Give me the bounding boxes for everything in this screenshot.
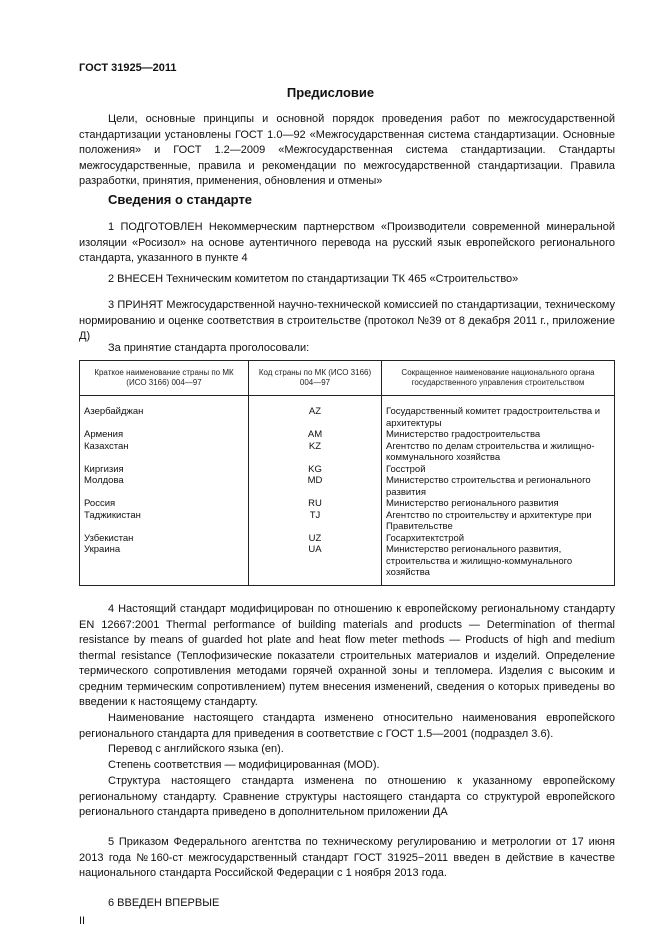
code-cell: UZ [249,533,382,545]
info-title: Сведения о стандарте [108,192,253,207]
info-item-4-translation: Перевод с английского языка (en). [108,743,284,755]
authority-cell: Госстрой [382,464,615,476]
country-cell: Киргизия [80,464,249,476]
page-number: II [79,915,86,927]
info-item-4-degree: Степень соответствия — модифицированная (MOD). [108,759,380,771]
table-row [80,429,615,441]
preface-title: Предисловие [286,85,375,100]
info-item-4-name: Наименование настоящего стандарта изменено относительно наименования европейского регионального стандарта для приведения в соответствие с ГОСТ 1.5—2001 (подраздел 3.6). [79,712,615,740]
country-cell: Россия [80,498,249,510]
country-cell: Узбекистан [80,533,249,545]
table-row [80,510,615,533]
header-authority: Сокращенное наименование национального органа государственного управления строительством [382,361,615,396]
table-row [80,544,615,585]
code-cell: MD [249,475,382,498]
info-item-1: 1 ПОДГОТОВЛЕН Некоммерческим партнерством «Производители современной минеральной изоляции «Росизол» на основе аутентичного перевода на русский язык европейского регионального стандарта, указанного в пункте 4 [79,221,615,264]
table-row [80,533,615,545]
preface-intro: Цели, основные принципы и основной порядок проведения работ по межгосударственной стандартизации установлены ГОСТ 1.0—92 «Межгосударственная система стандартизации. Основные положения» и ГОСТ 1.2—2009 «Межгосударственная система стандартизации. Стандарты межгосударственные, правила и рекомендации по межгосударственной стандартизации. Правила разработки, принятия, применения, обновления и отмены» [79,113,615,187]
code-cell: KZ [249,441,382,464]
info-item-3: 3 ПРИНЯТ Межгосударственной научно-технической комиссией по стандартизации, техническому нормированию и оценке соответствия в строительстве (протокол №39 от 8 декабря 2011 г., приложение Д) [79,299,615,342]
country-cell: Украина [80,544,249,585]
header-country: Краткое наименование страны по МК (ИСО 3166) 004—97 [80,361,249,396]
country-cell: Казахстан [80,441,249,464]
table-row [80,498,615,510]
country-cell: Армения [80,429,249,441]
code-cell: AM [249,429,382,441]
code-cell: UA [249,544,382,585]
authority-cell: Госархитектстрой [382,533,615,545]
country-cell: Таджикистан [80,510,249,533]
info-item-4-structure: Структура настоящего стандарта изменена по отношению к указанному европейскому региональному стандарту. Сравнение структуры настоящего стандарта со структурой европейского регионального стандарта приведено в дополнительном приложении ДА [79,775,615,818]
table-row [80,464,615,476]
country-cell: Азербайджан [80,396,249,430]
table-header-row [80,361,615,396]
code-cell: AZ [249,396,382,430]
header-code: Код страны по МК (ИСО 3166) 004—97 [249,361,382,396]
info-item-5: 5 Приказом Федерального агентства по техническому регулированию и метрологии от 17 июня 2013 года №160-ст межгосударственный стандарт ГОСТ 31925−2011 введен в действие в качестве национального стандарта Российской Федерации с 1 ноября 2013 года. [79,836,615,879]
code-cell: KG [249,464,382,476]
info-item-4: 4 Настоящий стандарт модифицирован по отношению к европейскому региональному стандарту EN 12667:2001 Thermal performance of building materials and products — Determination of thermal resistance by means of guarded hot plate and heat flow meter methods — Products of high and medium thermal resistance (Теплофизические показатели строительных материалов и изделий. Определение термического сопротивления методами горячей охранной зоны и тепломера. Изделия с высоким и средним термическим сопротивлением) путем внесения изменений, сведения о которых приведены во введении к настоящему стандарту. [79,603,615,708]
table-row [80,475,615,498]
table-row [80,441,615,464]
authority-cell: Министерство регионального развития [382,498,615,510]
code-cell: TJ [249,510,382,533]
authority-cell: Министерство регионального развития, строительства и жилищно-коммунального хозяйства [382,544,615,585]
info-item-6: 6 ВВЕДЕН ВПЕРВЫЕ [108,897,220,909]
table-row [80,396,615,430]
authority-cell: Агентство по делам строительства и жилищно-коммунального хозяйства [382,441,615,464]
authority-cell: Министерство градостроительства [382,429,615,441]
authority-cell: Министерство строительства и регионального развития [382,475,615,498]
authority-cell: Агентство по строительству и архитектуре при Правительстве [382,510,615,533]
states-table [79,360,615,586]
vote-label: За принятие стандарта проголосовали: [108,342,310,354]
standard-number: ГОСТ 31925—2011 [79,62,177,74]
info-item-2: 2 ВНЕСЕН Техническим комитетом по стандартизации ТК 465 «Строительство» [108,273,519,285]
country-cell: Молдова [80,475,249,498]
code-cell: RU [249,498,382,510]
authority-cell: Государственный комитет градостроительства и архитектуры [382,396,615,430]
